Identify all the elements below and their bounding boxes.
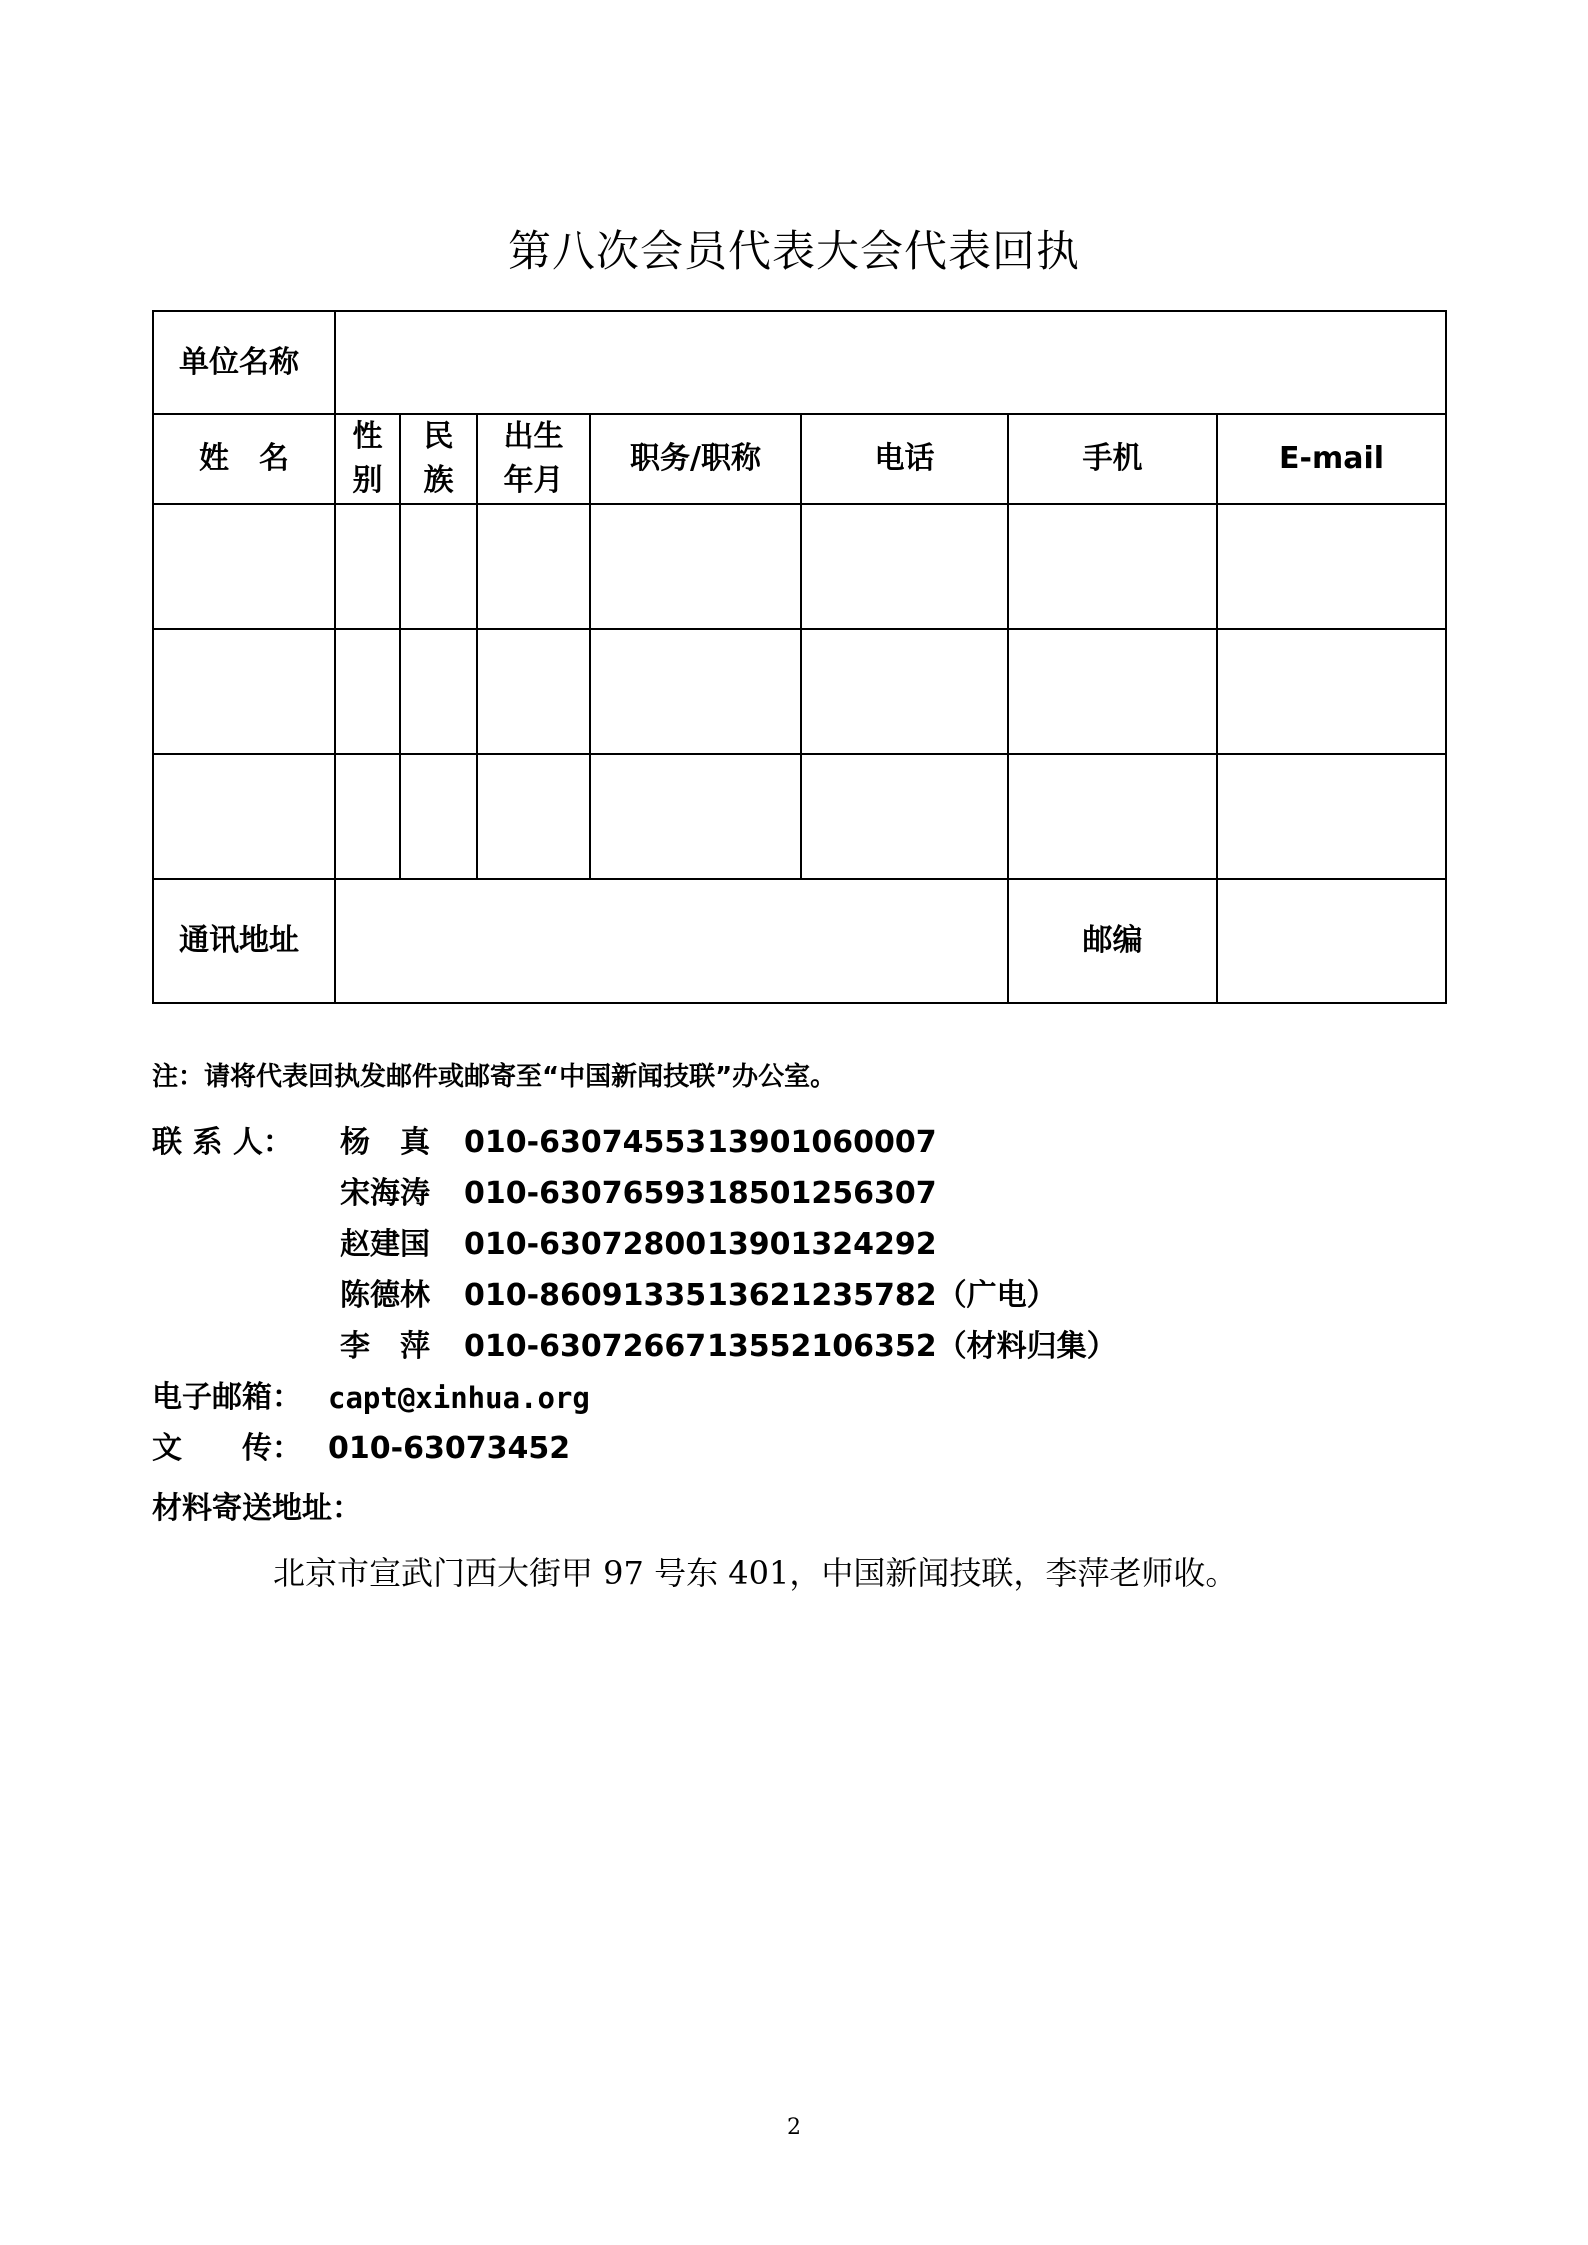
contact-phone: 010-63072800 (464, 1227, 707, 1262)
ethnicity-cell[interactable] (400, 629, 477, 754)
contacts-label: 联 系 人： (152, 1125, 293, 1160)
table-row (153, 504, 1446, 629)
mobile-cell[interactable] (1008, 504, 1217, 629)
birth-cell[interactable] (477, 754, 590, 879)
position-cell[interactable] (590, 504, 801, 629)
ethnicity-cell[interactable] (400, 504, 477, 629)
birth-cell[interactable] (477, 504, 590, 629)
contact-name: 杨 真 (340, 1125, 430, 1160)
contact-name: 赵建国 (340, 1227, 430, 1262)
name-cell[interactable] (153, 754, 335, 879)
contact-phone: 010-63072667 (464, 1329, 707, 1364)
contact-name: 宋海涛 (340, 1176, 430, 1211)
header-email: E-mail (1217, 414, 1446, 504)
phone-cell[interactable] (801, 504, 1008, 629)
email-label: 电子邮箱： (152, 1380, 302, 1415)
contact-mobile: 13621235782（广电） (707, 1278, 1057, 1313)
document-title: 第八次会员代表大会代表回执 (508, 227, 1080, 277)
gender-cell[interactable] (335, 754, 400, 879)
mobile-cell[interactable] (1008, 754, 1217, 879)
ethnicity-cell[interactable] (400, 754, 477, 879)
header-birth: 出生 年月 (477, 414, 590, 504)
email-cell[interactable] (1217, 504, 1446, 629)
postcode-label: 邮编 (1008, 879, 1217, 1003)
gender-cell[interactable] (335, 629, 400, 754)
contact-name: 李 萍 (340, 1329, 430, 1364)
phone-cell[interactable] (801, 629, 1008, 754)
header-ethnicity: 民 族 (400, 414, 477, 504)
email-cell[interactable] (1217, 629, 1446, 754)
address-row (153, 879, 1446, 1003)
address-label: 通讯地址 (153, 879, 335, 1003)
mobile-cell[interactable] (1008, 629, 1217, 754)
contact-mobile: 13901324292 (707, 1227, 937, 1262)
fax-number: 010-63073452 (328, 1431, 571, 1466)
contact-mobile: 18501256307 (707, 1176, 937, 1211)
contact-mobile: 13901060007 (707, 1125, 937, 1160)
email-cell[interactable] (1217, 754, 1446, 879)
registration-form-table (152, 310, 1447, 1004)
contact-mobile: 13552106352（材料归集） (707, 1329, 1117, 1364)
header-row (153, 414, 1446, 504)
birth-cell[interactable] (477, 629, 590, 754)
contact-name: 陈德林 (340, 1278, 430, 1313)
position-cell[interactable] (590, 629, 801, 754)
mail-address: 北京市宣武门西大街甲 97 号东 401，中国新闻技联，李萍老师收。 (273, 1554, 1238, 1592)
postcode-field[interactable] (1217, 879, 1446, 1003)
table-row (153, 754, 1446, 879)
submission-note: 注：请将代表回执发邮件或邮寄至“中国新闻技联”办公室。 (152, 1062, 837, 1092)
contact-phone: 010-63076593 (464, 1176, 707, 1211)
email-link[interactable]: capt@xinhua.org (328, 1381, 590, 1415)
position-cell[interactable] (590, 754, 801, 879)
unit-name-label: 单位名称 (153, 311, 335, 414)
unit-name-field[interactable] (335, 311, 1446, 414)
table-row (153, 629, 1446, 754)
header-name: 姓 名 (153, 414, 335, 504)
contact-phone: 010-63074553 (464, 1125, 707, 1160)
header-phone: 电话 (801, 414, 1008, 504)
header-position: 职务/职称 (590, 414, 801, 504)
page-number: 2 (787, 2115, 801, 2140)
unit-row (153, 311, 1446, 414)
fax-label: 文 传： (152, 1431, 302, 1466)
contact-phone: 010-86091335 (464, 1278, 707, 1313)
header-mobile: 手机 (1008, 414, 1217, 504)
phone-cell[interactable] (801, 754, 1008, 879)
address-field[interactable] (335, 879, 1008, 1003)
mail-address-label: 材料寄送地址： (152, 1491, 362, 1526)
header-gender: 性 别 (335, 414, 400, 504)
name-cell[interactable] (153, 504, 335, 629)
gender-cell[interactable] (335, 504, 400, 629)
name-cell[interactable] (153, 629, 335, 754)
